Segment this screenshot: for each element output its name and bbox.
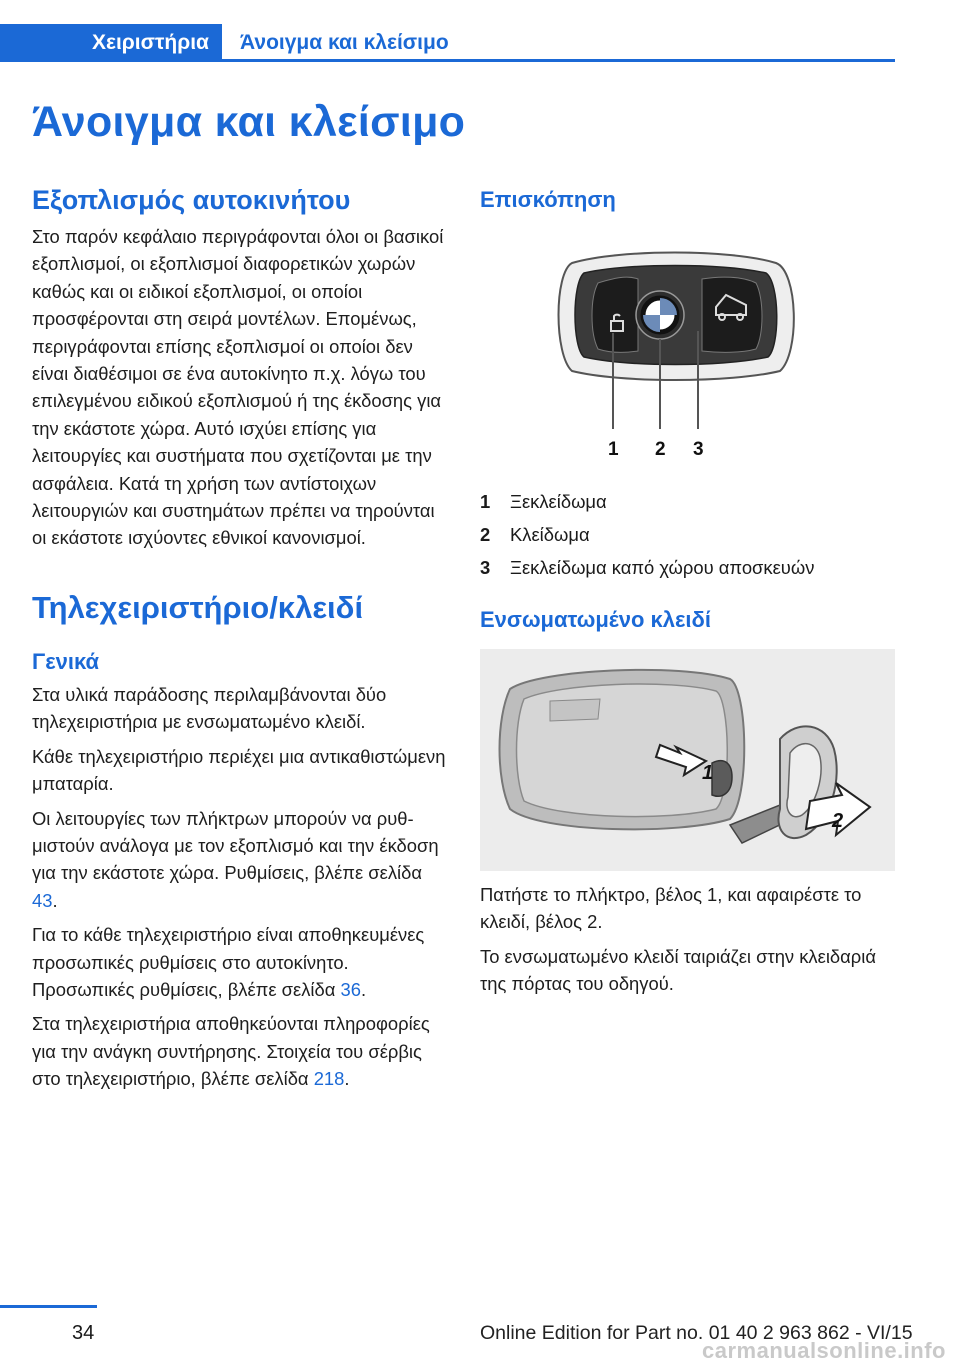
list-item: 2 Κλείδωμα: [480, 524, 590, 545]
page-link-36[interactable]: 36: [340, 978, 361, 1000]
callout-label: 3: [693, 439, 704, 460]
header-bar: [0, 24, 895, 62]
page-number: 34: [72, 1322, 95, 1344]
callout-label: 1: [608, 439, 619, 460]
page-title: Άνοιγμα και κλείσιμο: [32, 98, 466, 146]
footer-rule: [0, 1305, 97, 1308]
paragraph-remove-key: Πατήστε το πλήκτρο, βέλος 1, και αφαιρέστε το κλειδί, βέλος 2.: [480, 884, 862, 933]
list-item: 3 Ξεκλείδωμα καπό χώρου αποσκευών: [480, 557, 815, 578]
list-item: 1 Ξεκλείδωμα: [480, 491, 607, 512]
paragraph-service-data: Στα τηλεχειριστήρια αποθηκεύονται πληροφορίες για την ανάγκη συντήρησης. Στοιχεία του σέρβις στο τηλεχειριστήριο, βλέπε σελίδα 218.: [32, 1013, 430, 1090]
remote-key-illustration: [480, 243, 895, 478]
heading-general: Γενικά: [32, 648, 100, 674]
paragraph-key-fits-door: Το ενσωματωμένο κλειδί ταιριάζει στην κλειδαριά της πόρτας του οδηγού.: [480, 945, 876, 995]
paragraph-delivery: Στα υλικά παράδοσης περιλαμβάνονται δύο τηλεχειριστήρια με ενσωματωμένο κλειδί.: [32, 683, 387, 733]
paragraph-button-functions: Οι λειτουργίες των πλήκτρων μπορούν να ρυθμιστούν ανάλογα με τον εξοπλισμό και την έκδοση για την εκάστοτε χώρα. Ρυθμίσεις, βλέπε σελίδα 43.: [32, 807, 439, 911]
paragraph-battery: Κάθε τηλεχειριστήριο περιέχει μια αντικαθιστώμενη μπαταρία.: [32, 745, 446, 795]
paragraph-equipment: Στο παρόν κεφάλαιο περιγράφονται όλοι οι βασικοί εξοπλισμοί, οι εξοπλισμοί διαφορετικών χωρών καθώς και οι ειδικοί εξοπλισμοί, οι οποίοι προσφέρονται στη σειρά μοντέλων. Επομένως, περιγράφονται επίσης εξοπλισμοί οι οποίοι δεν είναι διαθέσιμοι σε ένα αυτοκίνητο π.χ. λόγω του επιλεγμένου ειδικού εξοπλισμού ή της έκδοσης για την εκάστοτε χώρα. Αυτό ισχύει επίσης για λειτουργίες και συστήματα που σχετίζονται με την ασφάλεια. Κατά τη χρήση των αντίστοιχων λειτουργιών και συστημάτων πρέπει να τηρούνται οι εκάστοτε ισχύοντες εθνικοί κανονισμοί.: [32, 226, 444, 549]
heading-remote-key: Τηλεχειριστήριο/κλειδί: [32, 589, 364, 625]
watermark: carmanualsonline.info: [702, 1338, 946, 1362]
heading-integrated-key: Ενσωματωμένο κλειδί: [480, 607, 711, 632]
header-rule: [222, 59, 895, 62]
tab-controls[interactable]: Χειριστήρια: [0, 24, 222, 62]
right-column: [480, 183, 895, 998]
page-link-43[interactable]: 43: [32, 889, 53, 911]
breadcrumb[interactable]: Άνοιγμα και κλείσιμο: [240, 31, 449, 54]
heading-overview: Επισκόπηση: [480, 187, 616, 212]
left-column: [32, 183, 447, 1093]
integrated-key-figure: [480, 649, 895, 871]
remote-key-figure: [480, 243, 895, 478]
arrow-label: 1: [702, 762, 714, 784]
callout-label: 2: [655, 439, 666, 460]
paragraph-personal-settings: Για το κάθε τηλεχειριστήριο είναι αποθηκευμένες προσωπικές ρυθμίσεις στο αυτοκίνητο. Προσωπικές ρυθμίσεις, βλέπε σελίδα 36.: [32, 924, 425, 1000]
button-legend-list: [480, 488, 895, 587]
heading-equipment: Εξοπλισμός αυτοκινήτου: [32, 185, 351, 215]
integrated-key-illustration: [480, 649, 895, 871]
edition-text: Online Edition for Part no. 01 40 2 963 862 - VI/15: [480, 1322, 913, 1344]
page-link-218[interactable]: 218: [313, 1068, 345, 1090]
arrow-label: 2: [832, 810, 844, 832]
